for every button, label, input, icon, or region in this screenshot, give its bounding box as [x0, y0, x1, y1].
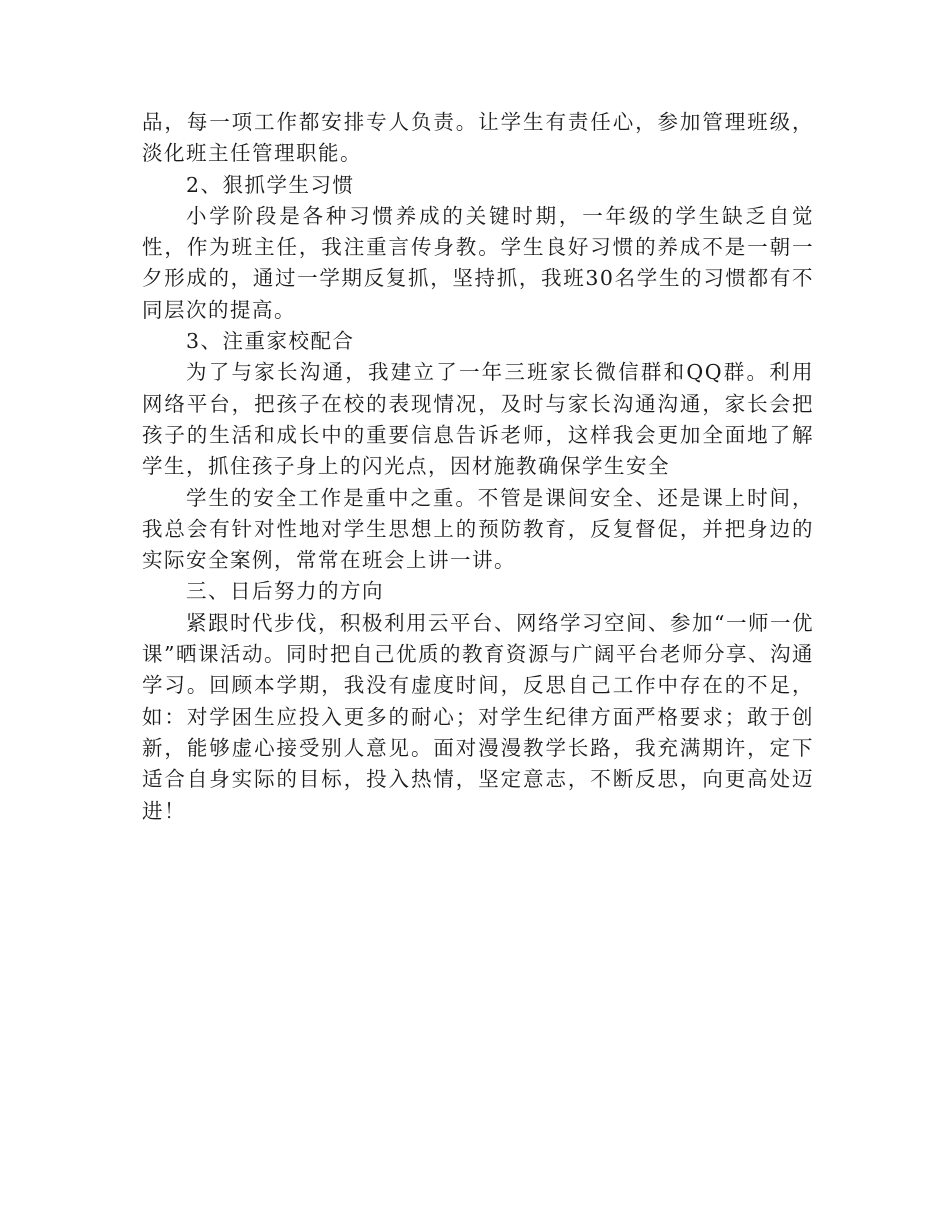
section-heading-home-school: 3、注重家校配合 [186, 329, 355, 354]
paragraph-safety: 学生的安全工作是重中之重。不管是课间安全、还是课上时间，我总会有针对性地对学生思想上的预防教育，反复督促，并把身边的实际安全案例，常常在班会上讲一讲。 [142, 485, 814, 573]
document-body [142, 107, 814, 827]
paragraph-habits: 小学阶段是各种习惯养成的关键时期，一年级的学生缺乏自觉性，作为班主任，我注重言传身教。学生良好习惯的养成不是一朝一夕形成的，通过一学期反复抓，坚持抓，我班30名学生的习惯都有不同层次的提高。 [142, 203, 814, 322]
section-heading-future-direction: 三、日后努力的方向 [186, 579, 384, 604]
paragraph-future-direction: 紧跟时代步伐，积极利用云平台、网络学习空间、参加“一师一优课”晒课活动。同时把自己优质的教育资源与广阔平台老师分享、沟通学习。回顾本学期，我没有虚度时间，反思自己工作中存在的不足，如：对学困生应投入更多的耐心；对学生纪律方面严格要求；敢于创新，能够虚心接受别人意见。面对漫漫教学长路，我充满期许，定下适合自身实际的目标，投入热情，坚定意志，不断反思，向更高处迈进！ [142, 610, 814, 823]
section-heading-habits: 2、狠抓学生习惯 [186, 172, 355, 197]
paragraph-continuation: 品，每一项工作都安排专人负责。让学生有责任心，参加管理班级，淡化班主任管理职能。 [142, 110, 814, 166]
paragraph-home-school: 为了与家长沟通，我建立了一年三班家长微信群和QQ群。利用网络平台，把孩子在校的表现情况，及时与家长沟通沟通，家长会把孩子的生活和成长中的重要信息告诉老师，这样我会更加全面地了解学生，抓住孩子身上的闪光点，因材施教确保学生安全 [142, 360, 814, 479]
